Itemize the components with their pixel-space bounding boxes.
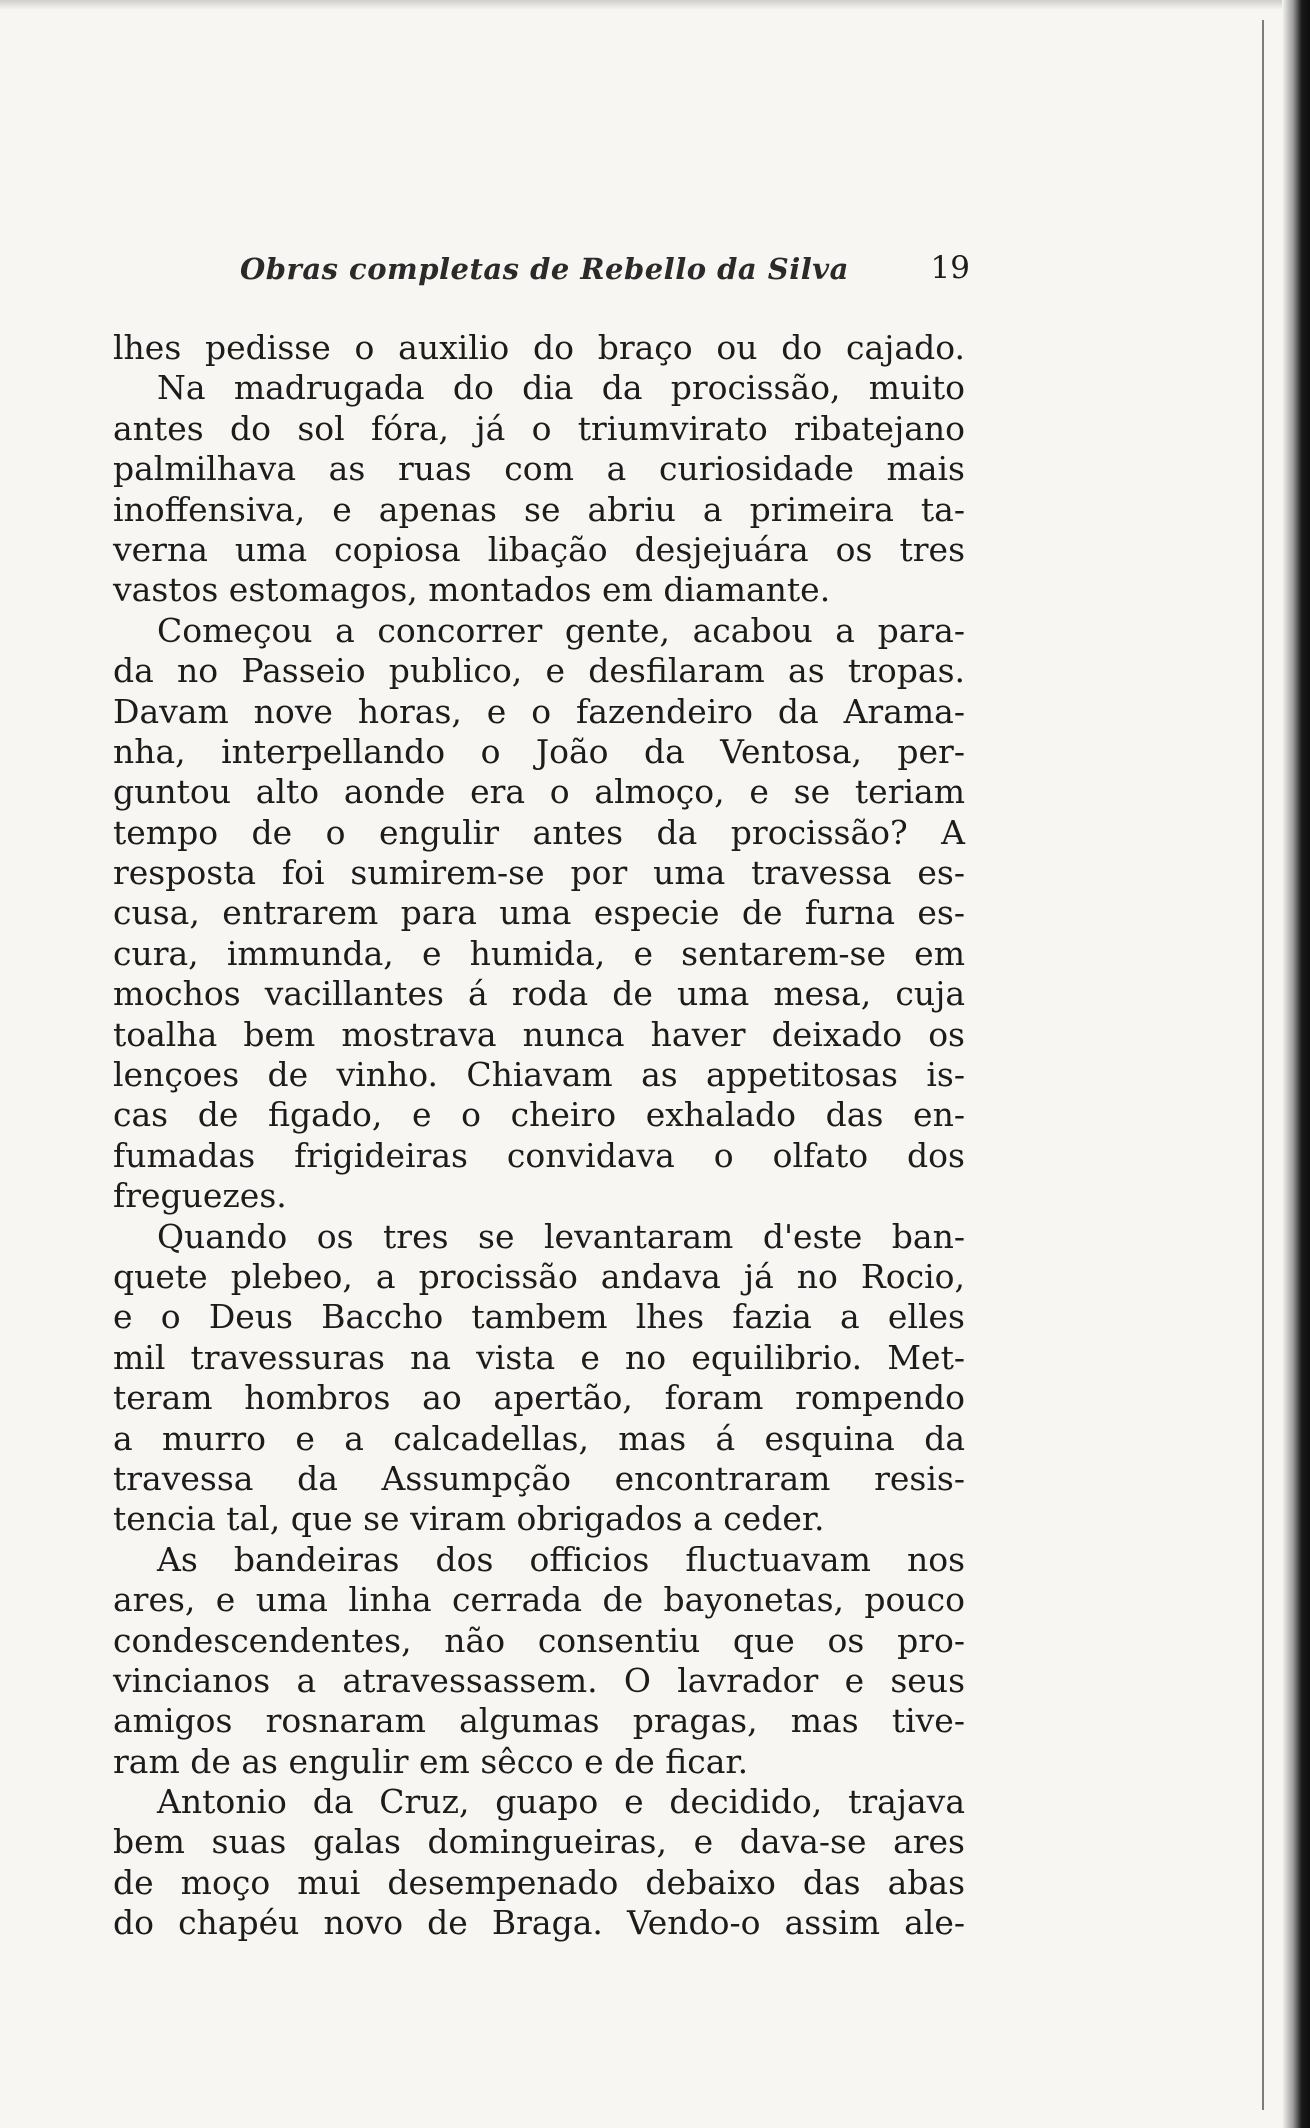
page-top-shadow (0, 0, 1310, 10)
page-header (110, 250, 970, 296)
text-line: nha, interpellando o João da Ventosa, per- (113, 731, 965, 771)
text-line: da no Passeio publico, e desfilaram as tropas. (113, 651, 965, 691)
text-line: guntou alto aonde era o almoço, e se teriam (113, 772, 965, 812)
text-line: cusa, entrarem para uma especie de furna es- (113, 893, 965, 933)
text-line: antes do sol fóra, já o triumvirato ribatejano (113, 408, 965, 448)
text-line: e o Deus Baccho tambem lhes fazia a elles (113, 1297, 965, 1337)
text-line: tempo de o engulir antes da procissão? A (113, 812, 965, 852)
text-line: As bandeiras dos officios fluctuavam nos (157, 1539, 965, 1579)
text-line: mil travessuras na vista e no equilibrio. Met- (113, 1337, 965, 1377)
text-line: bem suas galas domingueiras, e dava-se ares (113, 1822, 965, 1862)
text-line: travessa da Assumpção encontraram resis- (113, 1458, 965, 1498)
text-line: Davam nove horas, e o fazendeiro da Arama- (113, 691, 965, 731)
text-line: Começou a concorrer gente, acabou a para- (157, 610, 965, 650)
text-line: lençoes de vinho. Chiavam as appetitosas is- (113, 1055, 965, 1095)
text-line: freguezes. (113, 1176, 287, 1216)
text-line: palmilhava as ruas com a curiosidade mais (113, 449, 965, 489)
text-line: cas de figado, e o cheiro exhalado das en- (113, 1095, 965, 1135)
text-line: Na madrugada do dia da procissão, muito (157, 368, 965, 408)
text-line: ram de as engulir em sêcco e de ficar. (113, 1741, 749, 1781)
text-line: resposta foi sumirem-se por uma travessa es- (113, 853, 965, 893)
text-line: quete plebeo, a procissão andava já no Rocio, (113, 1256, 965, 1296)
text-line: cura, immunda, e humida, e sentarem-se em (113, 933, 965, 973)
text-line: Antonio da Cruz, guapo e decidido, trajava (157, 1782, 965, 1822)
page-number: 19 (930, 250, 970, 286)
page-gutter-line (1262, 20, 1264, 2110)
running-title: Obras completas de Rebello da Silva (240, 252, 849, 286)
page-edge-shadow (1282, 0, 1310, 2128)
text-line: de moço mui desempenado debaixo das abas (113, 1862, 965, 1902)
text-line: vastos estomagos, montados em diamante. (113, 570, 831, 610)
text-line: a murro e a calcadellas, mas á esquina da (113, 1418, 965, 1458)
text-line: fumadas frigideiras convidava o olfato dos (113, 1135, 965, 1175)
text-line: amigos rosnaram algumas pragas, mas tive- (113, 1701, 965, 1741)
text-line: verna uma copiosa libação desjejuára os tres (113, 529, 965, 569)
text-line: condescendentes, não consentiu que os pro- (113, 1620, 965, 1660)
text-line: lhes pedisse o auxilio do braço ou do cajado. (113, 328, 965, 367)
text-line: do chapéu novo de Braga. Vendo-o assim ale- (113, 1903, 965, 1943)
text-line: Quando os tres se levantaram d'este ban- (157, 1216, 965, 1256)
text-line: tencia tal, que se viram obrigados a ceder. (113, 1499, 825, 1539)
text-line: teram hombros ao apertão, foram rompendo (113, 1378, 965, 1418)
text-line: vincianos a atravessassem. O lavrador e seus (113, 1660, 965, 1700)
text-line: ares, e uma linha cerrada de bayonetas, pouco (113, 1580, 965, 1620)
text-line: inoffensiva, e apenas se abriu a primeira ta- (113, 489, 965, 529)
text-line: mochos vacillantes á roda de uma mesa, cuja (113, 974, 965, 1014)
text-line: toalha bem mostrava nunca haver deixado os (113, 1014, 965, 1054)
body-text (113, 328, 965, 1944)
